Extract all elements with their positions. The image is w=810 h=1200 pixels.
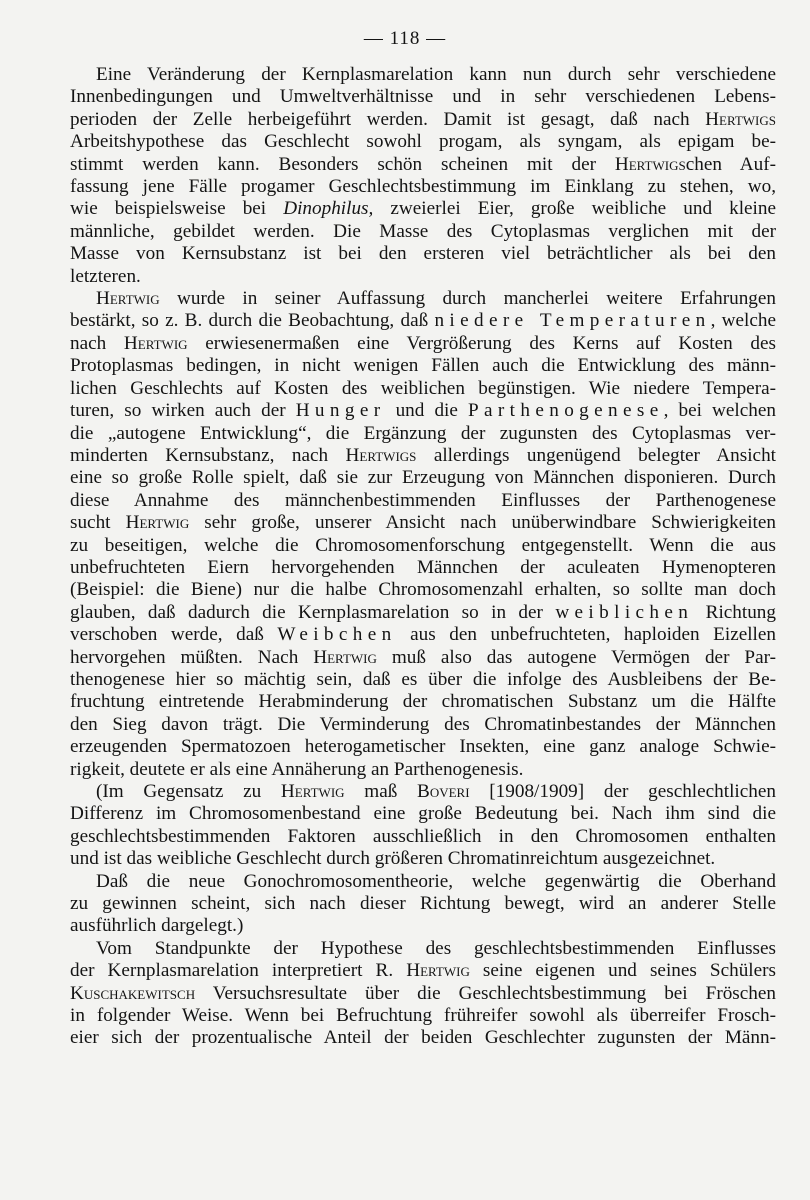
- spaced-emphasis: Weibchen: [277, 624, 397, 646]
- text-run: Daß die neue Gonochromosomentheorie, welche gegenwärtig die Oberhand: [96, 870, 776, 892]
- text-run: minderten Kernsubstanz, nach: [70, 444, 346, 466]
- text-run: geschlechtsbestimmenden Faktoren ausschließlich in den Chromosomen enthalten: [70, 825, 776, 847]
- paragraph: [70, 64, 776, 288]
- text-line: [70, 131, 776, 153]
- text-run: Innenbedingungen und Umweltverhältnisse und in sehr verschiedenen Lebens-: [70, 86, 776, 108]
- text-run: thenogenese hier so mächtig sein, daß es über die infolge des Ausbleibens der Be-: [70, 668, 776, 690]
- text-run: und ist das weibliche Geschlecht durch größeren Chromatinreichtum ausgezeichnet.: [70, 848, 716, 870]
- text-run: Protoplasmas bedingen, in nicht wenigen Fällen auch die Entwicklung des männ-: [70, 355, 776, 377]
- text-run: seine eigenen und seines Schülers: [469, 960, 776, 982]
- text-run: Arbeitshypothese das Geschlecht sowohl progam, als syngam, als epigam be-: [70, 131, 776, 153]
- text-line: [70, 355, 776, 377]
- text-line: [70, 154, 776, 176]
- text-run: perioden der Zelle herbeigeführt werden. Damit ist gesagt, daß nach: [70, 108, 706, 130]
- text-line: [70, 691, 776, 713]
- text-run: sucht: [70, 512, 126, 534]
- text-run: bestärkt, so z. B. durch die Beobachtung, daß: [70, 310, 435, 332]
- text-run: lichen Geschlechts auf Kosten des weiblichen begünstigen. Wie niedere Tempera-: [70, 377, 776, 399]
- body-text: [70, 64, 776, 1050]
- text-run: die „autogene Entwicklung“, die Ergänzung der zugunsten des Cytoplasmas ver-: [70, 422, 776, 444]
- text-line: [70, 759, 776, 781]
- text-line: [70, 871, 776, 893]
- text-run: wurde in seiner Auffassung durch mancherlei weitere Erfahrungen: [159, 288, 776, 310]
- text-line: [70, 243, 776, 265]
- text-run: Richtung: [693, 601, 776, 623]
- text-run: eier sich der prozentualische Anteil der beiden Geschlechter zugunsten der Männ-: [70, 1027, 776, 1049]
- text-run: , welche: [710, 310, 776, 332]
- paragraph: [70, 288, 776, 781]
- small-caps-name: Hertwigs: [705, 108, 776, 130]
- text-run: glauben, daß dadurch die Kernplasmarelation so in der: [70, 601, 556, 623]
- text-line: [70, 176, 776, 198]
- page-number: — 118 —: [363, 28, 447, 49]
- text-run: zu gewinnen scheint, sich nach dieser Richtung bewegt, wird an anderer Stelle: [70, 893, 776, 915]
- text-line: [70, 64, 776, 86]
- text-line: [70, 736, 776, 758]
- text-line: [70, 826, 776, 848]
- text-line: [70, 557, 776, 579]
- text-run: männliche, gebildet werden. Die Masse des Cytoplasmas verglichen mit der: [70, 220, 776, 242]
- small-caps-name: Kuschakewitsch: [70, 982, 196, 1004]
- text-run: muß also das autogene Vermögen der Par-: [376, 646, 776, 668]
- text-line: [70, 333, 776, 355]
- text-run: zweierlei Eier, große weibliche und kleine: [373, 198, 776, 220]
- text-run: chen Auf-: [685, 153, 776, 175]
- spaced-emphasis: weiblichen: [555, 601, 694, 623]
- text-run: Versuchsresultate über die Geschlechtsbestimmung bei Fröschen: [195, 982, 776, 1004]
- small-caps-name: Boveri: [417, 781, 470, 802]
- text-run: turen, so wirken auch der: [70, 400, 296, 422]
- text-run: zu beseitigen, welche die Chromosomenforschung entgegenstellt. Wenn die aus: [70, 534, 776, 556]
- text-run: hervorgehen müßten. Nach: [70, 646, 314, 668]
- text-run: (Beispiel: die Biene) nur die halbe Chromosomenzahl erhalten, so sollte man doch: [70, 579, 776, 601]
- italic-term: Dinophilus,: [283, 198, 374, 220]
- text-run: und die: [385, 400, 468, 422]
- text-line: [70, 535, 776, 557]
- text-line: [70, 1027, 776, 1049]
- text-line: [70, 310, 776, 332]
- text-line: [70, 288, 776, 310]
- text-line: [70, 378, 776, 400]
- text-line: [70, 714, 776, 736]
- text-line: [70, 602, 776, 624]
- spaced-emphasis: Hunger: [295, 400, 386, 422]
- text-run: , bei welchen: [663, 400, 776, 422]
- text-run: erwiesenermaßen eine Vergrößerung des Kerns auf Kosten des: [187, 332, 776, 354]
- text-run: rigkeit, deutete er als eine Annäherung an Parthenogenesis.: [70, 758, 524, 780]
- text-run: aus den unbefruchteten, haploiden Eizellen: [396, 624, 776, 646]
- text-run: letzteren.: [70, 265, 141, 287]
- text-run: verschoben werde, daß: [70, 624, 278, 646]
- text-run: wie beispielsweise bei: [70, 198, 284, 220]
- small-caps-name: Hertwig: [125, 512, 190, 534]
- text-line: [70, 669, 776, 691]
- text-line: [70, 400, 776, 422]
- text-line: [70, 983, 776, 1005]
- small-caps-name: Hertwig: [406, 960, 470, 982]
- text-line: [70, 848, 776, 870]
- text-run: fruchtung eintretende Herabminderung der chromatischen Substanz um die Hälfte: [70, 691, 776, 713]
- spaced-emphasis: Parthenogenese: [467, 400, 664, 422]
- text-run: Vom Standpunkte der Hypothese des geschlechtsbestimmenden Einflusses: [96, 937, 776, 959]
- text-line: [70, 423, 776, 445]
- text-line: [70, 960, 776, 982]
- text-line: [70, 445, 776, 467]
- text-run: eine so große Rolle spielt, daß sie zur Erzeugung von Männchen disponieren. Durch: [70, 467, 776, 489]
- text-line: [70, 1005, 776, 1027]
- text-line: [70, 490, 776, 512]
- text-line: [70, 266, 776, 288]
- text-run: allerdings ungenügend belegter Ansicht: [416, 444, 776, 466]
- small-caps-name: Hertwig: [280, 781, 345, 802]
- text-line: [70, 893, 776, 915]
- text-run: Eine Veränderung der Kernplasmarelation kann nun durch sehr verschiedene: [96, 64, 776, 85]
- text-line: [70, 467, 776, 489]
- text-run: nach: [70, 332, 124, 354]
- text-run: unbefruchteten Eiern hervorgehenden Männchen der aculeaten Hymenopteren: [70, 556, 776, 578]
- text-line: [70, 915, 776, 937]
- text-run: ausführlich dargelegt.): [70, 915, 244, 937]
- text-run: stimmt werden kann. Besonders schön scheinen mit der: [70, 153, 615, 175]
- text-run: sehr große, unserer Ansicht nach unüberwindbare Schwierigkeiten: [189, 512, 776, 534]
- paragraph: [70, 871, 776, 938]
- text-line: [70, 86, 776, 108]
- text-run: erzeugenden Spermatozoen heterogametischer Insekten, eine ganz analoge Schwie-: [70, 736, 776, 758]
- paragraph: [70, 781, 776, 871]
- text-run: diese Annahme des männchenbestimmenden Einflusses der Parthenogenese: [70, 489, 776, 511]
- spaced-emphasis: niedere Temperaturen: [434, 310, 711, 332]
- text-run: (Im Gegensatz zu: [96, 781, 281, 802]
- text-run: der Kernplasmarelation interpretiert R.: [70, 960, 407, 982]
- text-line: [70, 579, 776, 601]
- paragraph: [70, 938, 776, 1050]
- small-caps-name: Hertwigs: [614, 153, 686, 175]
- text-run: Masse von Kernsubstanz ist bei den ersteren viel beträchtlicher als bei den: [70, 243, 776, 265]
- text-run: maß: [344, 781, 418, 802]
- small-caps-name: Hertwig: [123, 332, 188, 354]
- text-line: [70, 647, 776, 669]
- text-line: [70, 221, 776, 243]
- text-line: [70, 781, 776, 803]
- small-caps-name: Hertwig: [96, 288, 160, 310]
- text-line: [70, 109, 776, 131]
- text-run: [1908/1909] der geschlechtlichen: [469, 781, 776, 802]
- text-line: [70, 624, 776, 646]
- small-caps-name: Hertwigs: [345, 444, 417, 466]
- text-line: [70, 512, 776, 534]
- text-run: Differenz im Chromosomenbestand eine große Bedeutung bei. Nach ihm sind die: [70, 803, 776, 825]
- text-run: in folgender Weise. Wenn bei Befruchtung frühreifer sowohl als überreifer Frosch-: [70, 1005, 776, 1027]
- text-run: fassung jene Fälle progamer Geschlechtsbestimmung im Einklang zu stehen, wo,: [70, 176, 776, 198]
- text-line: [70, 938, 776, 960]
- text-run: den Sieg davon trägt. Die Verminderung des Chromatinbestandes der Männchen: [70, 713, 776, 735]
- text-line: [70, 803, 776, 825]
- text-line: [70, 198, 776, 220]
- small-caps-name: Hertwig: [313, 646, 377, 668]
